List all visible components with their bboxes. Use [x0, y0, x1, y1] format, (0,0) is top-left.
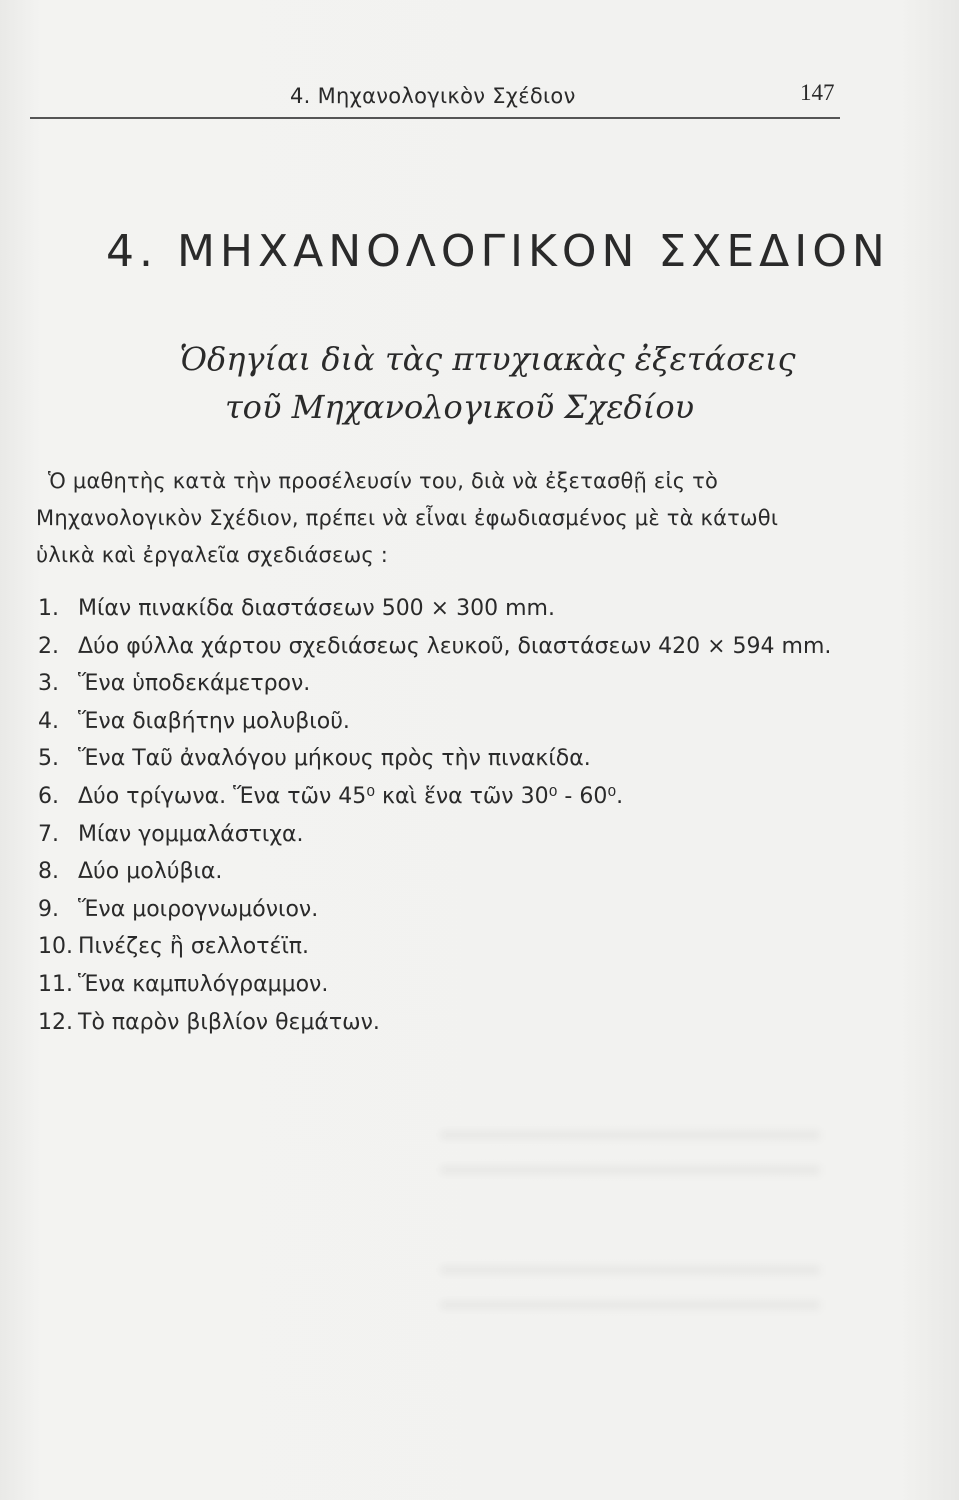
list-item-number: 3. [38, 671, 59, 697]
list-item-text: Πινέζες ἢ σελλοτέϊπ. [78, 934, 310, 960]
list-item-text: Μίαν γομμαλάστιχα. [78, 821, 304, 847]
intro-paragraph [36, 463, 851, 574]
list-item [38, 1004, 831, 1042]
list-item-number: 7. [38, 821, 59, 847]
list-item-number: 1. [38, 596, 59, 621]
list-item-text: Μίαν πινακίδα διαστάσεων 500 × 300 mm. [78, 596, 555, 621]
list-item-number: 2. [38, 633, 59, 659]
list-item-number: 5. [38, 746, 59, 772]
chapter-title: 4. ΜΗΧΑΝΟΛΟΓΙΚΟΝ ΣΧΕΔΙΟΝ [106, 226, 890, 277]
section-subtitle-line-1: Ὁδηγίαι διὰ τὰς πτυχιακὰς ἐξετάσεις [179, 340, 796, 378]
list-item-number: 11. [38, 971, 73, 997]
list-item [38, 740, 831, 778]
list-item [38, 966, 831, 1004]
list-item [38, 778, 831, 816]
list-item-text: Τὸ παρὸν βιβλίον θεμάτων. [78, 1009, 380, 1035]
list-item-text: Ἕνα ὑποδεκάμετρον. [78, 671, 311, 697]
list-item-number: 9. [38, 896, 59, 922]
intro-line: Ὁ μαθητὴς κατὰ τὴν προσέλευσίν του, διὰ νὰ ἐξετασθῇ εἰς τὸ [48, 469, 719, 493]
list-item [38, 928, 831, 966]
list-item [38, 891, 831, 929]
list-item-text: Δύο τρίγωνα. Ἕνα τῶν 45⁰ καὶ ἕνα τῶν 30⁰ - 60⁰. [78, 783, 624, 809]
list-item [38, 590, 831, 628]
list-item-text: Ἕνα καμπυλόγραμμον. [78, 971, 329, 997]
list-item-text: Δύο μολύβια. [78, 859, 223, 885]
section-subtitle-line-2: τοῦ Μηχανολογικοῦ Σχεδίου [224, 388, 695, 426]
intro-line: ὑλικὰ καὶ ἐργαλεῖα σχεδιάσεως : [36, 543, 389, 567]
running-head: 4. Μηχανολογικὸν Σχέδιον [290, 84, 576, 108]
bleed-through-shadow [440, 1300, 820, 1310]
list-item-number: 10. [38, 934, 73, 960]
list-item-number: 8. [38, 859, 59, 885]
bleed-through-shadow [440, 1265, 820, 1275]
list-item-text: Δύο φύλλα χάρτου σχεδιάσεως λευκοῦ, διαστάσεων 420 × 594 mm. [78, 633, 832, 659]
list-item [38, 665, 831, 703]
materials-list [38, 590, 831, 1041]
list-item [38, 628, 831, 666]
header-rule [30, 117, 840, 119]
bleed-through-shadow [440, 1165, 820, 1175]
bleed-through-shadow [440, 1130, 820, 1140]
list-item [38, 816, 831, 854]
list-item-number: 4. [38, 708, 59, 734]
list-item-text: Ἕνα διαβήτην μολυβιοῦ. [78, 708, 350, 734]
list-item [38, 703, 831, 741]
list-item-text: Ἕνα Ταῦ ἀναλόγου μήκους πρὸς τὴν πινακίδα. [78, 746, 591, 772]
intro-line: Μηχανολογικὸν Σχέδιον, πρέπει νὰ εἶναι ἐφωδιασμένος μὲ τὰ κάτωθι [36, 506, 779, 530]
list-item [38, 853, 831, 891]
page-number: 147 [800, 80, 835, 105]
list-item-text: Ἕνα μοιρογνωμόνιον. [78, 896, 319, 922]
list-item-number: 6. [38, 783, 59, 809]
list-item-number: 12. [38, 1009, 73, 1035]
